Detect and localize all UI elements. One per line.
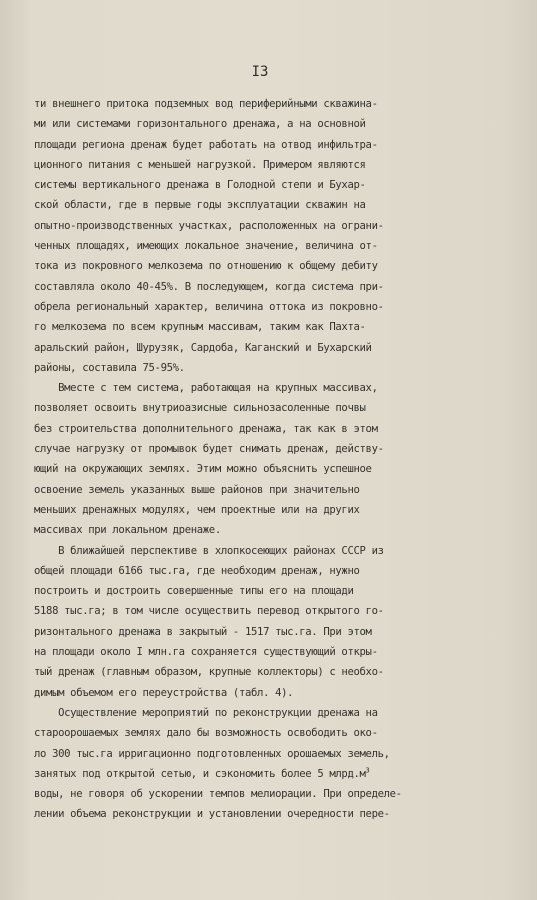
text-line: В ближайшей перспективе в хлопкосеющих районах СССР из (34, 544, 384, 557)
text-line: ющий на окружающих землях. Этим можно объяснить успешное (34, 463, 372, 476)
text-line: меньших дренажных модулях, чем проектные или на других (34, 503, 360, 516)
text-line: общей площади 6166 тыс.га, где необходим дренаж, нужно (34, 564, 360, 577)
text-line: воды, не говоря об ускорении темпов мелиорации. При определе- (34, 788, 402, 801)
text-line: позволяет освоить внутриоазисные сильнозасоленные почвы (34, 402, 366, 415)
text-line: опытно-производственных участках, расположенных на ограни- (34, 219, 384, 232)
text-line: освоение земель указанных выше районов при значительно (34, 483, 360, 496)
text-line: ми или системами горизонтального дренажа, а на основной (34, 118, 366, 131)
text-line: без строительства дополнительного дренажа, так как в этом (34, 422, 378, 435)
text-line: ской области, где в первые годы эксплуатации скважин на (34, 199, 366, 212)
text-line: тока из покровного мелкозема по отношению к общему дебиту (34, 260, 378, 273)
text-line: построить и достроить совершенные типы его на площади (34, 585, 354, 598)
text-line: ционного питания с меньшей нагрузкой. Примером являются (34, 158, 366, 171)
text-line: ти внешнего притока подземных вод периферийными скважина- (34, 98, 378, 110)
text-line: составляла около 40-45%. В последующем, когда система при- (34, 280, 384, 293)
page-number: I3 (251, 64, 269, 80)
text-line: ризонтального дренажа в закрытый - 1517 тыс.га. При этом (34, 625, 372, 638)
text-line: массивах при локальном дренаже. (34, 524, 221, 537)
text-line-content: занятых под открытой сетью, и сэкономить более 5 млрд.м (34, 767, 366, 780)
body-text (34, 94, 514, 825)
text-line: димым объемом его переустройства (табл. 4). (34, 686, 294, 699)
text-line: староорошаемых землях дало бы возможность освободить око- (34, 727, 378, 740)
text-line: системы вертикального дренажа в Голодной степи и Бухар- (34, 179, 366, 192)
text-line: Вместе с тем система, работающая на крупных массивах, (34, 382, 378, 395)
text-line: тый дренаж (главным образом, крупные коллекторы) с необхо- (34, 666, 384, 679)
superscript: 3 (365, 766, 370, 775)
text-line: 5188 тыс.га; в том числе осуществить перевод открытого го- (34, 605, 384, 618)
text-line-with-superscript (34, 764, 514, 784)
text-line: лении объема реконструкции и установлении очередности пере- (34, 808, 390, 821)
text-line: случае нагрузку от промывок будет снимать дренаж, действу- (34, 443, 384, 456)
text-line: на площади около I млн.га сохраняется существующий откры- (34, 646, 378, 659)
text-line: Осуществление мероприятий по реконструкции дренажа на (34, 706, 378, 719)
text-line: ченных площадях, имеющих локальное значение, величина от- (34, 240, 378, 253)
text-line: го мелкозема по всем крупным массивам, таким как Пахта- (34, 321, 366, 334)
text-line: ло 300 тыс.га ирригационно подготовленных орошаемых земель, (34, 747, 390, 760)
text-line: аральский район, Шурузяк, Сардоба, Каганский и Бухарский (34, 341, 372, 354)
text-line: обрела региональный характер, величина оттока из покровно- (34, 300, 384, 313)
text-line: районы, составила 75-95%. (34, 361, 185, 374)
text-line: площади региона дренаж будет работать на отвод инфильтра- (34, 138, 378, 151)
